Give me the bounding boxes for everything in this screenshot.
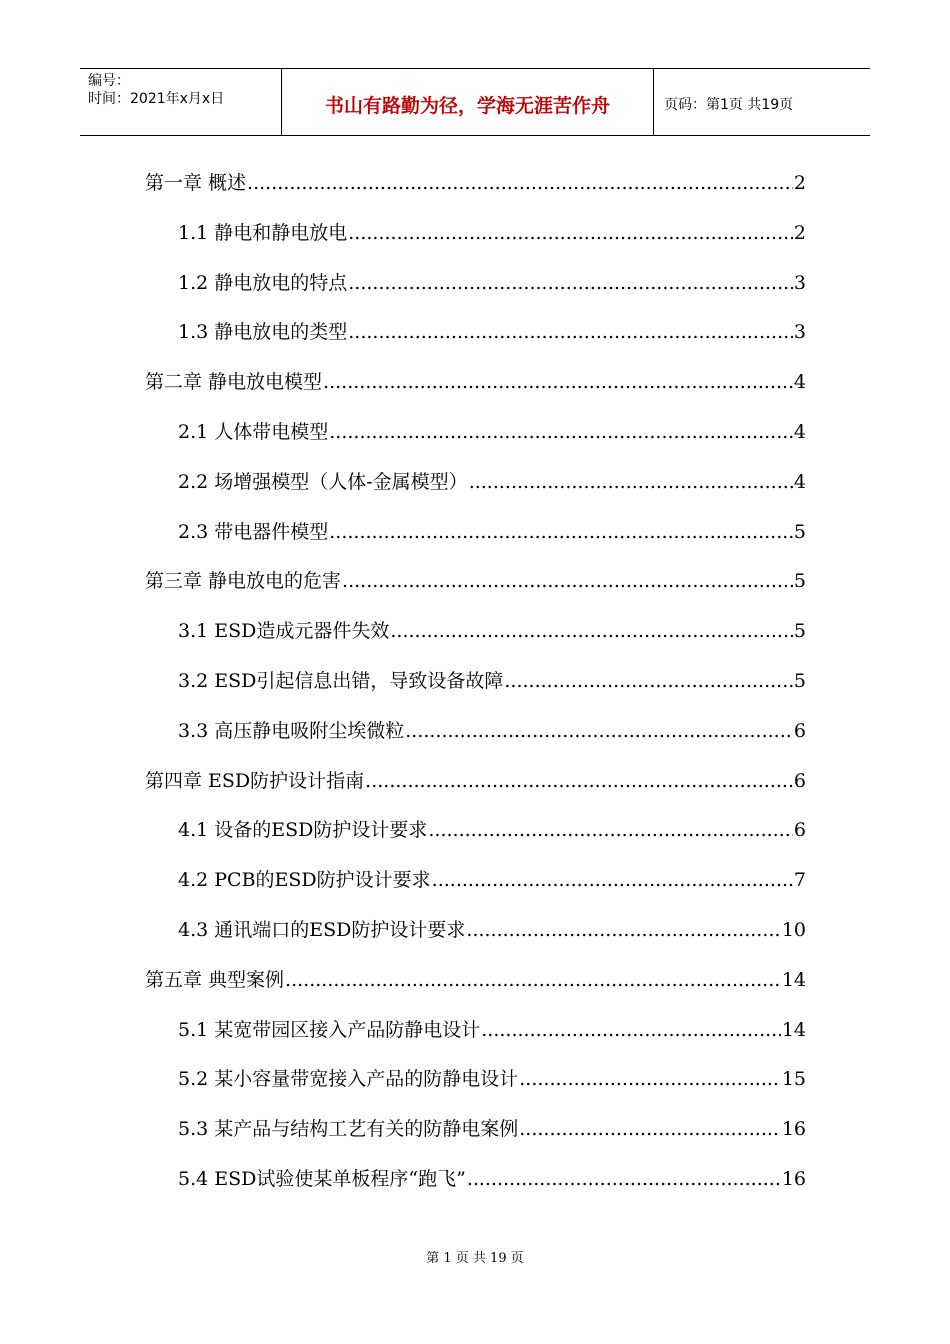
toc-entry-label: 1.1 静电和静电放电 bbox=[178, 221, 348, 244]
toc-entry-label: 4.3 通讯端口的ESD防护设计要求 bbox=[178, 919, 466, 941]
toc-leader-dots bbox=[481, 1018, 781, 1042]
toc-entry-page: 14 bbox=[781, 968, 806, 991]
toc-entry-label: 第二章 静电放电模型 bbox=[145, 371, 323, 394]
toc-entry-label: 5.4 ESD试验使某单板程序“跑飞” bbox=[178, 1168, 466, 1190]
time-label: 时间：2021年x月x日 bbox=[88, 91, 225, 107]
toc-entry-page: 4 bbox=[793, 421, 806, 443]
toc-chapter-entry[interactable] bbox=[145, 769, 806, 793]
toc-entry-label: 5.3 某产品与结构工艺有关的防静电案例 bbox=[178, 1118, 519, 1141]
toc-section-entry[interactable] bbox=[178, 1067, 806, 1091]
toc-leader-dots bbox=[432, 868, 793, 892]
toc-entry-page: 15 bbox=[781, 1068, 806, 1091]
toc-entry-page: 16 bbox=[781, 1168, 806, 1190]
toc-section-entry[interactable] bbox=[178, 719, 806, 743]
toc-section-entry[interactable] bbox=[178, 818, 806, 842]
toc-entry-page: 5 bbox=[793, 520, 806, 543]
toc-section-entry[interactable] bbox=[178, 1018, 806, 1042]
toc-chapter-entry[interactable] bbox=[145, 171, 806, 195]
toc-leader-dots bbox=[348, 221, 793, 245]
toc-leader-dots bbox=[405, 719, 793, 743]
toc-entry-page: 14 bbox=[781, 1018, 806, 1041]
toc-entry-page: 3 bbox=[793, 321, 806, 344]
toc-entry-page: 4 bbox=[793, 371, 806, 394]
toc-leader-dots bbox=[390, 619, 793, 643]
toc-entry-page: 4 bbox=[793, 470, 806, 493]
toc-entry-page: 6 bbox=[793, 719, 806, 742]
page-header bbox=[80, 68, 870, 136]
toc-section-entry[interactable] bbox=[178, 918, 806, 942]
toc-entry-page: 5 bbox=[793, 620, 806, 643]
toc-section-entry[interactable] bbox=[178, 271, 806, 295]
toc-leader-dots bbox=[466, 918, 780, 942]
toc-entry-label: 4.2 PCB的ESD防护设计要求 bbox=[178, 869, 431, 892]
header-meta bbox=[80, 69, 282, 135]
toc-entry-label: 第三章 静电放电的危害 bbox=[145, 570, 342, 593]
toc-leader-dots bbox=[285, 968, 781, 992]
toc-leader-dots bbox=[323, 370, 793, 394]
toc-section-entry[interactable] bbox=[178, 669, 806, 693]
toc-entry-page: 3 bbox=[793, 271, 806, 294]
toc-leader-dots bbox=[519, 1067, 781, 1091]
toc-section-entry[interactable] bbox=[178, 1167, 806, 1191]
toc-leader-dots bbox=[428, 818, 793, 842]
toc-entry-label: 2.2 场增强模型（人体-金属模型） bbox=[178, 470, 468, 493]
toc-entry-label: 5.1 某宽带园区接入产品防静电设计 bbox=[178, 1018, 481, 1041]
toc-chapter-entry[interactable] bbox=[145, 370, 806, 394]
toc-section-entry[interactable] bbox=[178, 320, 806, 344]
toc-leader-dots bbox=[365, 769, 793, 793]
toc-section-entry[interactable] bbox=[178, 520, 806, 544]
toc-entry-label: 1.3 静电放电的类型 bbox=[178, 321, 348, 344]
toc-entry-page: 7 bbox=[793, 869, 806, 892]
toc-entry-page: 2 bbox=[793, 221, 806, 244]
header-motto: 书山有路勤为径，学海无涯苦作舟 bbox=[282, 69, 654, 135]
toc-leader-dots bbox=[329, 520, 793, 544]
toc-entry-label: 2.3 带电器件模型 bbox=[178, 520, 329, 543]
toc-section-entry[interactable] bbox=[178, 619, 806, 643]
toc-entry-label: 3.3 高压静电吸附尘埃微粒 bbox=[178, 719, 405, 742]
toc-entry-label: 5.2 某小容量带宽接入产品的防静电设计 bbox=[178, 1068, 519, 1091]
toc-leader-dots bbox=[348, 320, 793, 344]
toc-entry-label: 3.2 ESD引起信息出错，导致设备故障 bbox=[178, 670, 504, 692]
toc-entry-page: 10 bbox=[781, 919, 806, 941]
page-footer: 第 1 页 共 19 页 bbox=[426, 1251, 524, 1266]
toc-entry-page: 16 bbox=[781, 1118, 806, 1141]
number-label: 编号： bbox=[88, 73, 130, 89]
toc-entry-page: 2 bbox=[793, 172, 806, 194]
toc-section-entry[interactable] bbox=[178, 420, 806, 444]
toc-entry-label: 第五章 典型案例 bbox=[145, 968, 285, 991]
toc-leader-dots bbox=[247, 171, 793, 195]
toc-leader-dots bbox=[342, 569, 793, 593]
toc-entry-label: 2.1 人体带电模型 bbox=[178, 421, 329, 443]
toc-leader-dots bbox=[467, 1167, 781, 1191]
toc-leader-dots bbox=[519, 1117, 781, 1141]
toc-section-entry[interactable] bbox=[178, 868, 806, 892]
toc-entry-page: 5 bbox=[793, 570, 806, 593]
toc-leader-dots bbox=[504, 669, 793, 693]
header-page-info: 页码：第1页 共19页 bbox=[664, 97, 794, 113]
toc-leader-dots bbox=[329, 420, 793, 444]
toc-entry-label: 4.1 设备的ESD防护设计要求 bbox=[178, 819, 428, 842]
toc-chapter-entry[interactable] bbox=[145, 569, 806, 593]
toc-entry-label: 第一章 概述 bbox=[145, 172, 247, 194]
toc-entry-label: 第四章 ESD防护设计指南 bbox=[145, 769, 365, 792]
toc-section-entry[interactable] bbox=[178, 221, 806, 245]
toc-entry-page: 6 bbox=[793, 769, 806, 792]
toc-leader-dots bbox=[469, 470, 793, 494]
toc-leader-dots bbox=[348, 271, 793, 295]
toc-chapter-entry[interactable] bbox=[145, 968, 806, 992]
toc-entry-label: 1.2 静电放电的特点 bbox=[178, 271, 348, 294]
toc-entry-page: 6 bbox=[793, 819, 806, 842]
toc-entry-label: 3.1 ESD造成元器件失效 bbox=[178, 620, 390, 643]
toc-section-entry[interactable] bbox=[178, 1117, 806, 1141]
toc-entry-page: 5 bbox=[793, 670, 806, 692]
toc-section-entry[interactable] bbox=[178, 470, 806, 494]
